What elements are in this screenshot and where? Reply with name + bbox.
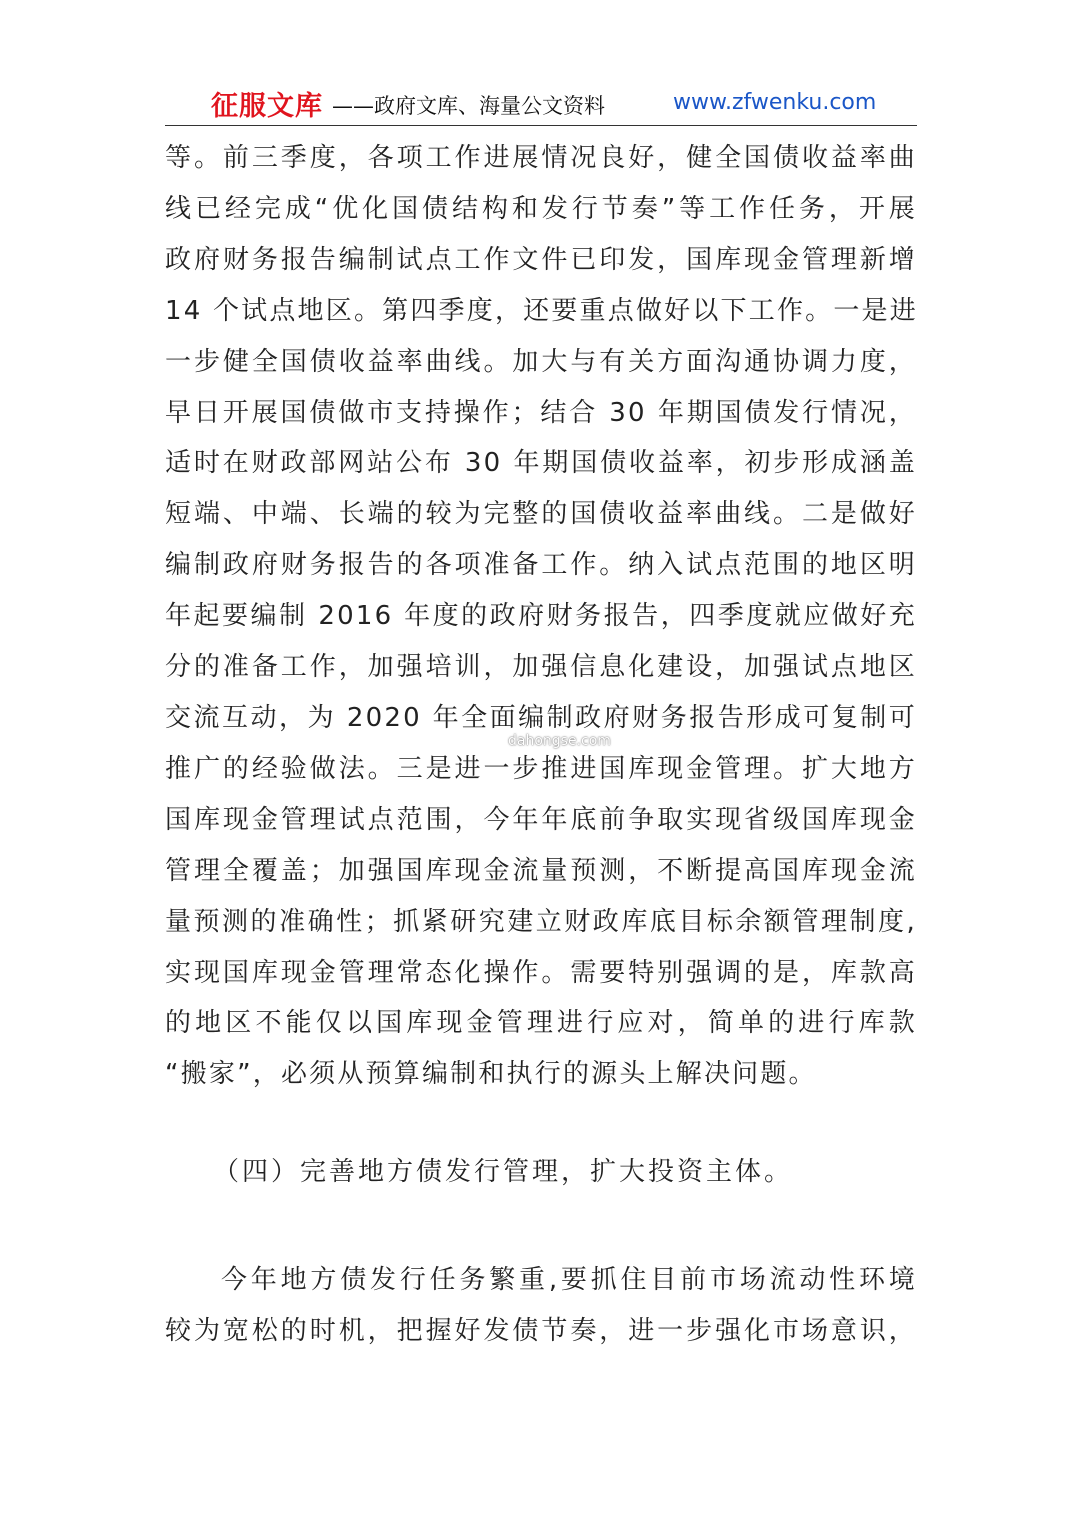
text-line: 年起要编制 2016 年度的政府财务报告，四季度就应做好充 xyxy=(165,601,917,632)
body-paragraph xyxy=(165,133,917,1100)
text-line: 实现国库现金管理常态化操作。需要特别强调的是，库款高 xyxy=(165,957,917,988)
body-paragraph-2 xyxy=(165,1255,917,1357)
brand-logo-text: 征服文库 xyxy=(211,91,323,122)
watermark: dahongse.com xyxy=(508,733,611,749)
section-heading: （四）完善地方债发行管理，扩大投资主体。 xyxy=(213,1157,794,1187)
header-divider xyxy=(165,125,917,126)
header-tagline: ——政府文库、海量公文资料 xyxy=(332,94,605,118)
text-line: 较为宽松的时机，把握好发债节奏，进一步强化市场意识， xyxy=(165,1315,917,1346)
text-line: 政府财务报告编制试点工作文件已印发，国库现金管理新增 xyxy=(165,244,917,275)
text-line: 14 个试点地区。第四季度，还要重点做好以下工作。一是进 xyxy=(165,295,918,326)
text-line: 分的准备工作，加强培训，加强信息化建设，加强试点地区 xyxy=(165,652,917,683)
text-line: 推广的经验做法。三是进一步推进国库现金管理。扩大地方 xyxy=(165,753,917,784)
text-line: 线已经完成“优化国债结构和发行节奏”等工作任务，开展 xyxy=(165,193,917,224)
page-header xyxy=(165,82,917,126)
text-line: 编制政府财务报告的各项准备工作。纳入试点范围的地区明 xyxy=(165,550,917,581)
site-url-link[interactable]: www.zfwenku.com xyxy=(673,90,877,115)
text-line: 早日开展国债做市支持操作；结合 30 年期国债发行情况， xyxy=(165,397,917,428)
text-line: 短端、中端、长端的较为完整的国债收益率曲线。二是做好 xyxy=(165,499,917,530)
text-line: 交流互动，为 2020 年全面编制政府财务报告形成可复制可 xyxy=(165,702,917,733)
text-line: 国库现金管理试点范围，今年年底前争取实现省级国库现金 xyxy=(165,804,917,835)
text-line: 的地区不能仅以国库现金管理进行应对，简单的进行库款 xyxy=(165,1008,917,1039)
text-line: 管理全覆盖；加强国库现金流量预测，不断提高国库现金流 xyxy=(165,855,917,886)
text-line: 等。前三季度，各项工作进展情况良好，健全国债收益率曲 xyxy=(165,143,917,173)
text-line: 量预测的准确性；抓紧研究建立财政库底目标余额管理制度, xyxy=(165,906,917,937)
text-line: 适时在财政部网站公布 30 年期国债收益率，初步形成涵盖 xyxy=(165,448,917,479)
text-line: 一步健全国债收益率曲线。加大与有关方面沟通协调力度， xyxy=(165,346,917,377)
text-line: 今年地方债发行任务繁重,要抓住目前市场流动性环境 xyxy=(221,1265,917,1295)
text-line: “搬家”，必须从预算编制和执行的源头上解决问题。 xyxy=(165,1059,817,1090)
